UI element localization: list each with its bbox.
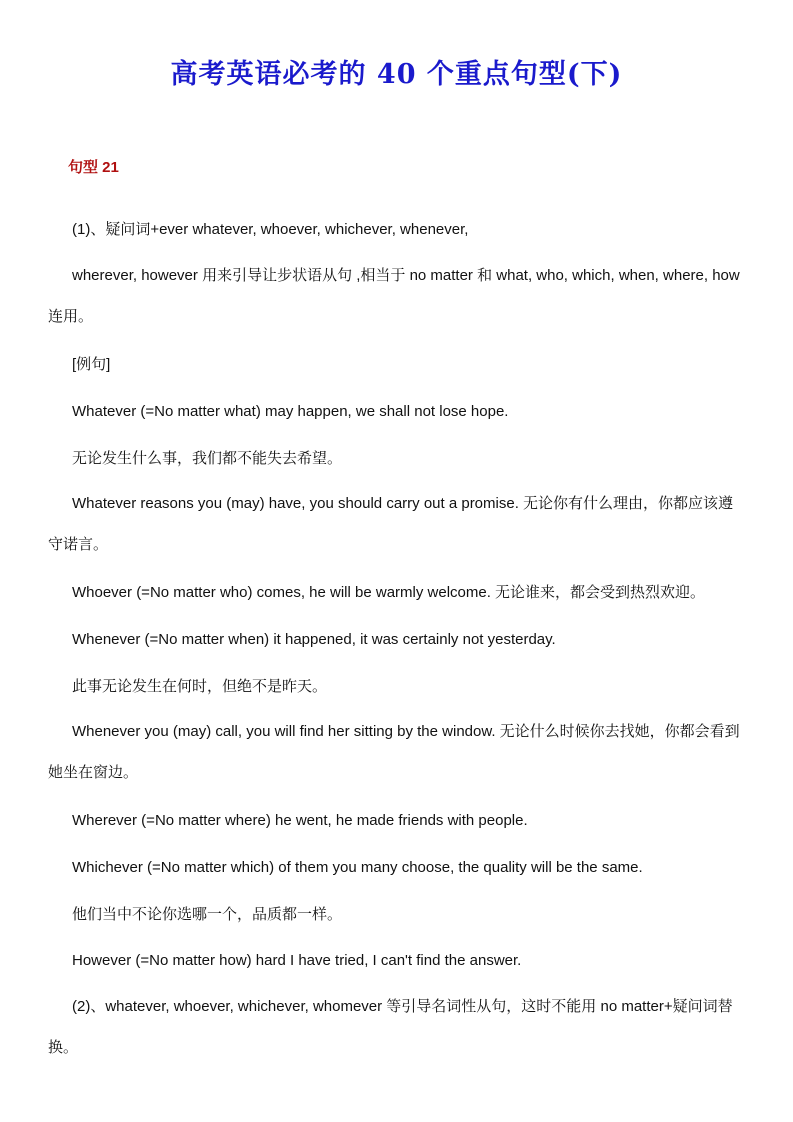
paragraph-3: (2)、whatever, whoever, whichever, whomever 等引导名词性从句，这时不能用 no matter+疑问词替换。 xyxy=(48,998,733,1056)
example-7-en: Whichever (=No matter which) of them you many choose, the quality will be the same. xyxy=(72,859,643,876)
example-5: Whenever you (may) call, you will find her sitting by the window. 无论什么时候你去找她，你都会看到她坐在窗边。 xyxy=(48,723,740,781)
example-2: Whatever reasons you (may) have, you should carry out a promise. 无论你有什么理由，你都应该遵守诺言。 xyxy=(48,495,734,553)
example-1-en: Whatever (=No matter what) may happen, we shall not lose hope. xyxy=(72,403,509,420)
section-heading: 句型 21 xyxy=(68,159,119,176)
example-4-en: Whenever (=No matter when) it happened, it was certainly not yesterday. xyxy=(72,631,556,648)
example-1-zh: 无论发生什么事，我们都不能失去希望。 xyxy=(72,450,343,467)
example-6: Wherever (=No matter where) he went, he made friends with people. xyxy=(72,812,528,829)
paragraph-2: wherever, however 用来引导让步状语从句 ,相当于 no matter 和 what, who, which, when, where, how 连用。 xyxy=(48,267,740,325)
example-3: Whoever (=No matter who) comes, he will be warmly welcome. 无论谁来，都会受到热烈欢迎。 xyxy=(72,584,706,601)
example-7-zh: 他们当中不论你选哪一个，品质都一样。 xyxy=(72,906,343,923)
example-4-zh: 此事无论发生在何时，但绝不是昨天。 xyxy=(72,678,328,695)
example-label: [例句] xyxy=(72,356,111,373)
paragraph-1: (1)、疑问词+ever whatever, whoever, whichever, whenever, xyxy=(72,221,469,238)
document-title: 高考英语必考的 40 个重点句型(下) xyxy=(170,59,623,90)
example-8: However (=No matter how) hard I have tried, I can't find the answer. xyxy=(72,952,522,969)
